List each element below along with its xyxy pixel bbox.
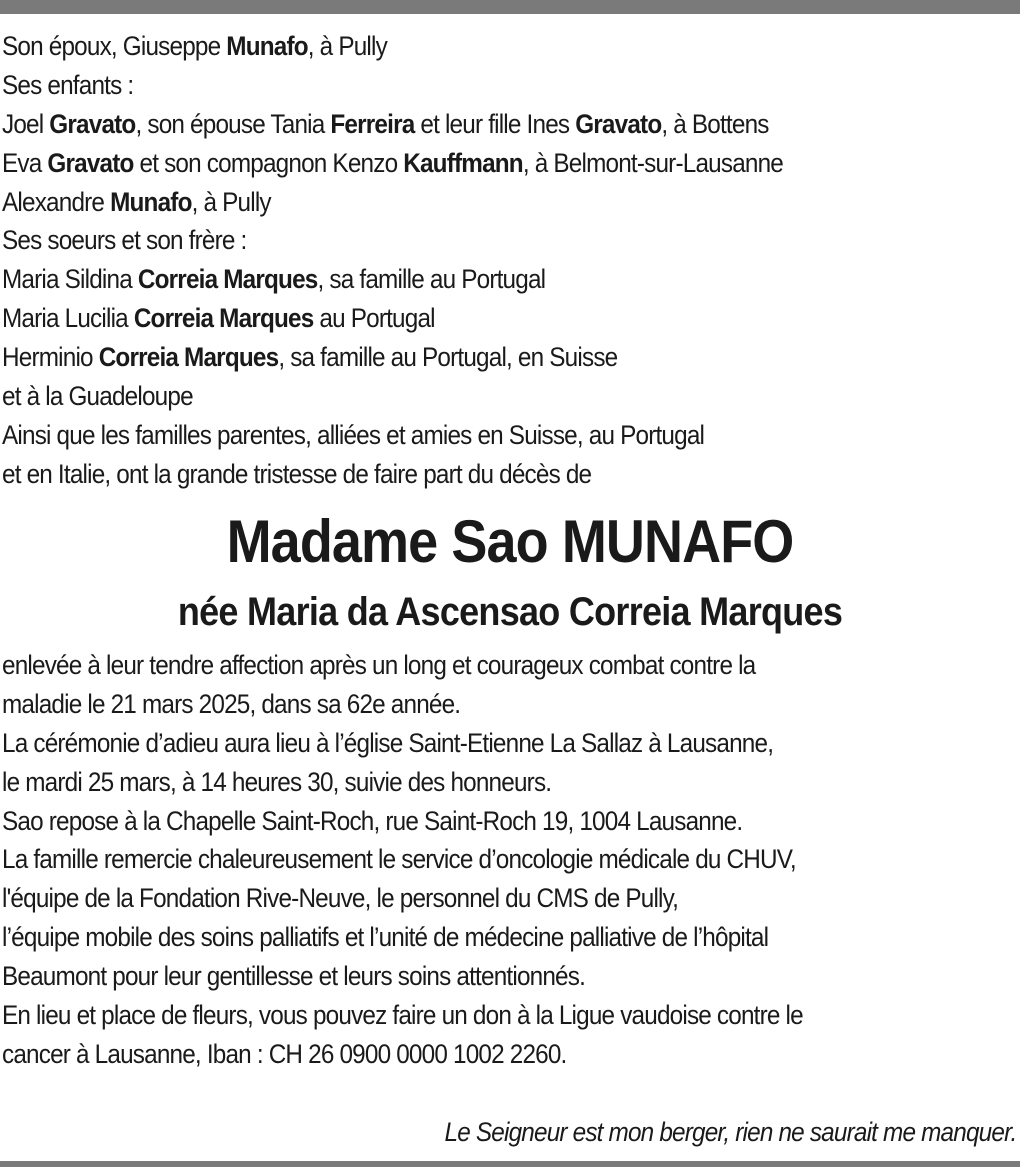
family-surname: Correia Marques xyxy=(137,264,318,295)
family-text: et leur fille Ines xyxy=(414,108,576,139)
detail-line: le mardi 25 mars, à 14 heures 30, suivie des honneurs. xyxy=(2,766,552,797)
family-surname: Gravato xyxy=(49,108,136,139)
detail-line: Beaumont pour leur gentillesse et leurs soins attentionnés. xyxy=(2,961,586,992)
announcement-details xyxy=(2,646,1018,1074)
family-surname: Ferreira xyxy=(330,108,415,139)
family-line xyxy=(2,455,916,494)
family-text: Maria Lucilia xyxy=(2,303,134,334)
family-line xyxy=(2,221,916,260)
family-line xyxy=(2,105,916,144)
detail-line: enlevée à leur tendre affection après un long et courageux combat contre la xyxy=(2,650,756,680)
family-text: , à Pully xyxy=(191,186,271,217)
family-text: , à Pully xyxy=(307,31,387,61)
closing-quote: Le Seigneur est mon berger, rien ne saurait me manquer. xyxy=(444,1117,1016,1147)
detail-line: En lieu et place de fleurs, vous pouvez faire un don à la Ligue vaudoise contre le xyxy=(2,1000,803,1031)
family-line xyxy=(2,416,916,455)
family-line xyxy=(2,299,916,338)
detail-line: La cérémonie d’adieu aura lieu à l’église Saint-Etienne La Sallaz à Lausanne, xyxy=(2,727,774,758)
deceased-birth-name: née Maria da Ascensao Correia Marques xyxy=(177,590,843,634)
family-line xyxy=(2,183,916,222)
family-text: , à Belmont-sur-Lausanne xyxy=(522,147,784,178)
family-surname: Gravato xyxy=(575,108,662,139)
top-divider xyxy=(0,0,1020,14)
family-text: Maria Sildina xyxy=(2,264,138,295)
family-list xyxy=(2,27,1018,494)
family-text: , sa famille au Portugal xyxy=(317,264,546,295)
family-line xyxy=(2,66,916,105)
family-text: Herminio xyxy=(2,342,99,373)
detail-line: Sao repose à la Chapelle Saint-Roch, rue Saint-Roch 19, 1004 Lausanne. xyxy=(2,805,743,836)
family-text: Eva xyxy=(2,147,48,178)
family-text: Alexandre xyxy=(2,186,111,217)
family-surname: Kauffmann xyxy=(403,147,523,178)
detail-line: l’équipe mobile des soins palliatifs et l’unité de médecine palliative de l’hôpital xyxy=(2,922,769,953)
family-line xyxy=(2,27,916,66)
family-text: Ainsi que les familles parentes, alliées et amies en Suisse, au Portugal xyxy=(2,419,705,450)
family-text: au Portugal xyxy=(313,303,435,334)
family-text: , sa famille au Portugal, en Suisse xyxy=(278,342,618,373)
family-text: et à la Guadeloupe xyxy=(2,381,193,412)
family-text: Joel xyxy=(2,108,50,139)
detail-line: cancer à Lausanne, Iban : CH 26 0900 0000 1002 2260. xyxy=(2,1038,567,1069)
family-surname: Munafo xyxy=(110,186,192,217)
family-line xyxy=(2,377,916,416)
family-text: Son époux, Giuseppe xyxy=(2,31,227,61)
family-line xyxy=(2,144,916,183)
family-surname: Correia Marques xyxy=(133,303,314,334)
bottom-divider xyxy=(0,1161,1020,1167)
deceased-name: Madame Sao MUNAFO xyxy=(226,508,794,575)
detail-line: maladie le 21 mars 2025, dans sa 62e année. xyxy=(2,688,461,719)
family-surname: Munafo xyxy=(226,31,308,61)
detail-line: l'équipe de la Fondation Rive-Neuve, le personnel du CMS de Pully, xyxy=(2,883,679,914)
family-surname: Gravato xyxy=(47,147,134,178)
family-surname: Correia Marques xyxy=(98,342,279,373)
family-text: Ses soeurs et son frère : xyxy=(2,225,247,256)
family-line xyxy=(2,260,916,299)
family-text: Ses enfants : xyxy=(2,69,134,100)
detail-line: La famille remercie chaleureusement le service d’oncologie médicale du CHUV, xyxy=(2,844,796,875)
family-text: , à Bottens xyxy=(661,108,769,139)
family-text: et son compagnon Kenzo xyxy=(133,147,404,178)
family-text: et en Italie, ont la grande tristesse de faire part du décès de xyxy=(2,458,592,489)
family-text: , son épouse Tania xyxy=(135,108,331,139)
family-line xyxy=(2,338,916,377)
